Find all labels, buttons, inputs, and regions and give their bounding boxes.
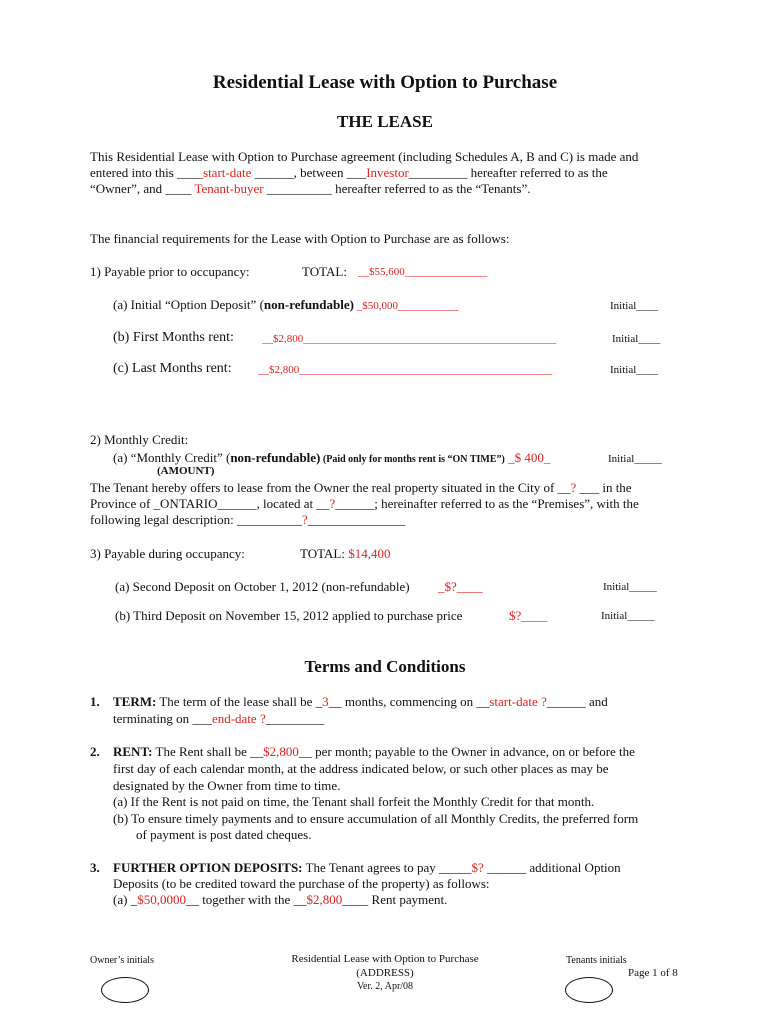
s1c-label: (c) Last Months rent:: [113, 361, 232, 376]
s3a-label: (a) Second Deposit on October 1, 2012 (non-refundable): [115, 579, 410, 594]
t1-line-2: terminating on ___end-date ?_________: [113, 711, 325, 726]
s2-amount-label: (AMOUNT): [157, 465, 215, 477]
s1b-value[interactable]: __$2,800______________________________________________: [262, 333, 557, 345]
t2-item-b-line-1: (b) To ensure timely payments and to ensure accumulation of all Monthly Credits, the preferred form: [113, 811, 639, 826]
footer-tenants-initials-label: Tenants initials: [566, 955, 627, 966]
s3b-label: (b) Third Deposit on November 15, 2012 applied to purchase price: [115, 608, 463, 623]
t2-item-a: (a) If the Rent is not paid on time, the Tenant shall forfeit the Monthly Credit for that month.: [113, 794, 595, 809]
page-number: Page 1 of 8: [628, 967, 678, 979]
terms-title: Terms and Conditions: [304, 657, 466, 676]
footer-address: (ADDRESS): [356, 967, 414, 979]
deposit-amount-field[interactable]: $50,0000: [137, 892, 186, 907]
term-end-field[interactable]: end-date ?: [211, 711, 266, 726]
s1-total-label: TOTAL:: [302, 264, 347, 279]
s2a-row: (a) “Monthly Credit” (non-refundable) (Paid only for months rent is “ON TIME”) _$ 400_: [113, 450, 551, 465]
t3-line-3: (a) _$50,0000__ together with the __$2,800____ Rent payment.: [113, 892, 448, 907]
intro-line-2: entered into this ____start-date ______, between ___Investor_________ hereafter referred to as the: [90, 165, 608, 180]
s2a-initial[interactable]: Initial_____: [608, 453, 662, 465]
location-field[interactable]: ?: [329, 496, 336, 511]
t2-line-3: designated by the Owner from time to time.: [113, 778, 341, 793]
s1-total-value[interactable]: __$55,600_______________: [358, 266, 488, 278]
legal-description-field[interactable]: ?: [301, 512, 308, 527]
intro-line-3: “Owner”, and ____ Tenant-buyer __________ hereafter referred to as the “Tenants”.: [90, 181, 531, 196]
t1-number: 1.: [90, 694, 100, 709]
additional-deposit-field[interactable]: $?: [471, 860, 484, 875]
tenant-buyer-field[interactable]: Tenant-buyer: [194, 181, 264, 196]
city-field[interactable]: ?: [570, 480, 577, 495]
term-months-field[interactable]: 3: [322, 694, 329, 709]
t3-number: 3.: [90, 860, 100, 875]
t1-line-1: TERM: The term of the lease shall be _3__ months, commencing on __start-date ?______ and: [113, 694, 608, 709]
t2-line-1: RENT: The Rent shall be __$2,800__ per month; payable to the Owner in advance, on or before the: [113, 744, 635, 759]
financial-intro: The financial requirements for the Lease with Option to Purchase are as follows:: [90, 231, 510, 246]
section-title-the-lease: THE LEASE: [337, 112, 433, 131]
offer-line-3: following legal description: __________?_______________: [90, 512, 406, 527]
owners-initials-oval[interactable]: [101, 977, 149, 1003]
deposit-rent-field[interactable]: $2,800: [306, 892, 343, 907]
s3a-value[interactable]: _$?____: [438, 579, 483, 594]
footer-owners-initials-label: Owner’s initials: [90, 955, 154, 966]
t3-line-1: FURTHER OPTION DEPOSITS: The Tenant agrees to pay _____$? ______ additional Option: [113, 860, 621, 875]
footer-version: Ver. 2, Apr/08: [356, 981, 414, 992]
s3-label: 3) Payable during occupancy:: [90, 546, 245, 561]
t2-line-2: first day of each calendar month, at the address indicated below, or such other places as may be: [113, 761, 609, 776]
s1-label: 1) Payable prior to occupancy:: [90, 264, 250, 279]
s1c-value[interactable]: __$2,800______________________________________________: [258, 364, 553, 376]
s1a-initial[interactable]: Initial____: [610, 300, 659, 312]
s3-total: TOTAL: $14,400: [300, 546, 391, 561]
start-date-field[interactable]: start-date: [203, 165, 252, 180]
offer-line-2: Province of _ONTARIO______, located at __?______; hereinafter referred to as the “Premises”, with the: [90, 496, 639, 511]
t2-number: 2.: [90, 744, 100, 759]
s1b-initial[interactable]: Initial____: [612, 333, 661, 345]
s2a-value[interactable]: _$ 400_: [504, 450, 551, 465]
intro-line-1: This Residential Lease with Option to Purchase agreement (including Schedules A, B and C) is made and: [90, 149, 639, 164]
tenants-initials-oval[interactable]: [565, 977, 613, 1003]
term-start-field[interactable]: start-date ?: [489, 694, 547, 709]
s3b-value[interactable]: $?____: [509, 608, 548, 623]
s2-label: 2) Monthly Credit:: [90, 432, 189, 447]
s1c-initial[interactable]: Initial____: [610, 364, 659, 376]
rent-amount-field[interactable]: $2,800: [263, 744, 299, 759]
t2-item-b-line-2: of payment is post dated cheques.: [136, 827, 312, 842]
s3a-initial[interactable]: Initial_____: [603, 581, 657, 593]
s3b-initial[interactable]: Initial_____: [601, 610, 655, 622]
document-title: Residential Lease with Option to Purchase: [212, 72, 558, 93]
s3-total-value[interactable]: $14,400: [348, 546, 391, 561]
s1a-value[interactable]: _$50,000___________: [353, 300, 459, 312]
t3-line-2: Deposits (to be credited toward the purchase of the property) as follows:: [113, 876, 490, 891]
offer-line-1: The Tenant hereby offers to lease from the Owner the real property situated in the City of __? ___ in the: [90, 480, 632, 495]
s1b-label: (b) First Months rent:: [113, 330, 234, 345]
footer-title: Residential Lease with Option to Purchase: [291, 953, 479, 965]
s1a-row: (a) Initial “Option Deposit” (non-refundable) _$50,000___________: [113, 297, 459, 312]
investor-field[interactable]: Investor: [366, 165, 409, 180]
